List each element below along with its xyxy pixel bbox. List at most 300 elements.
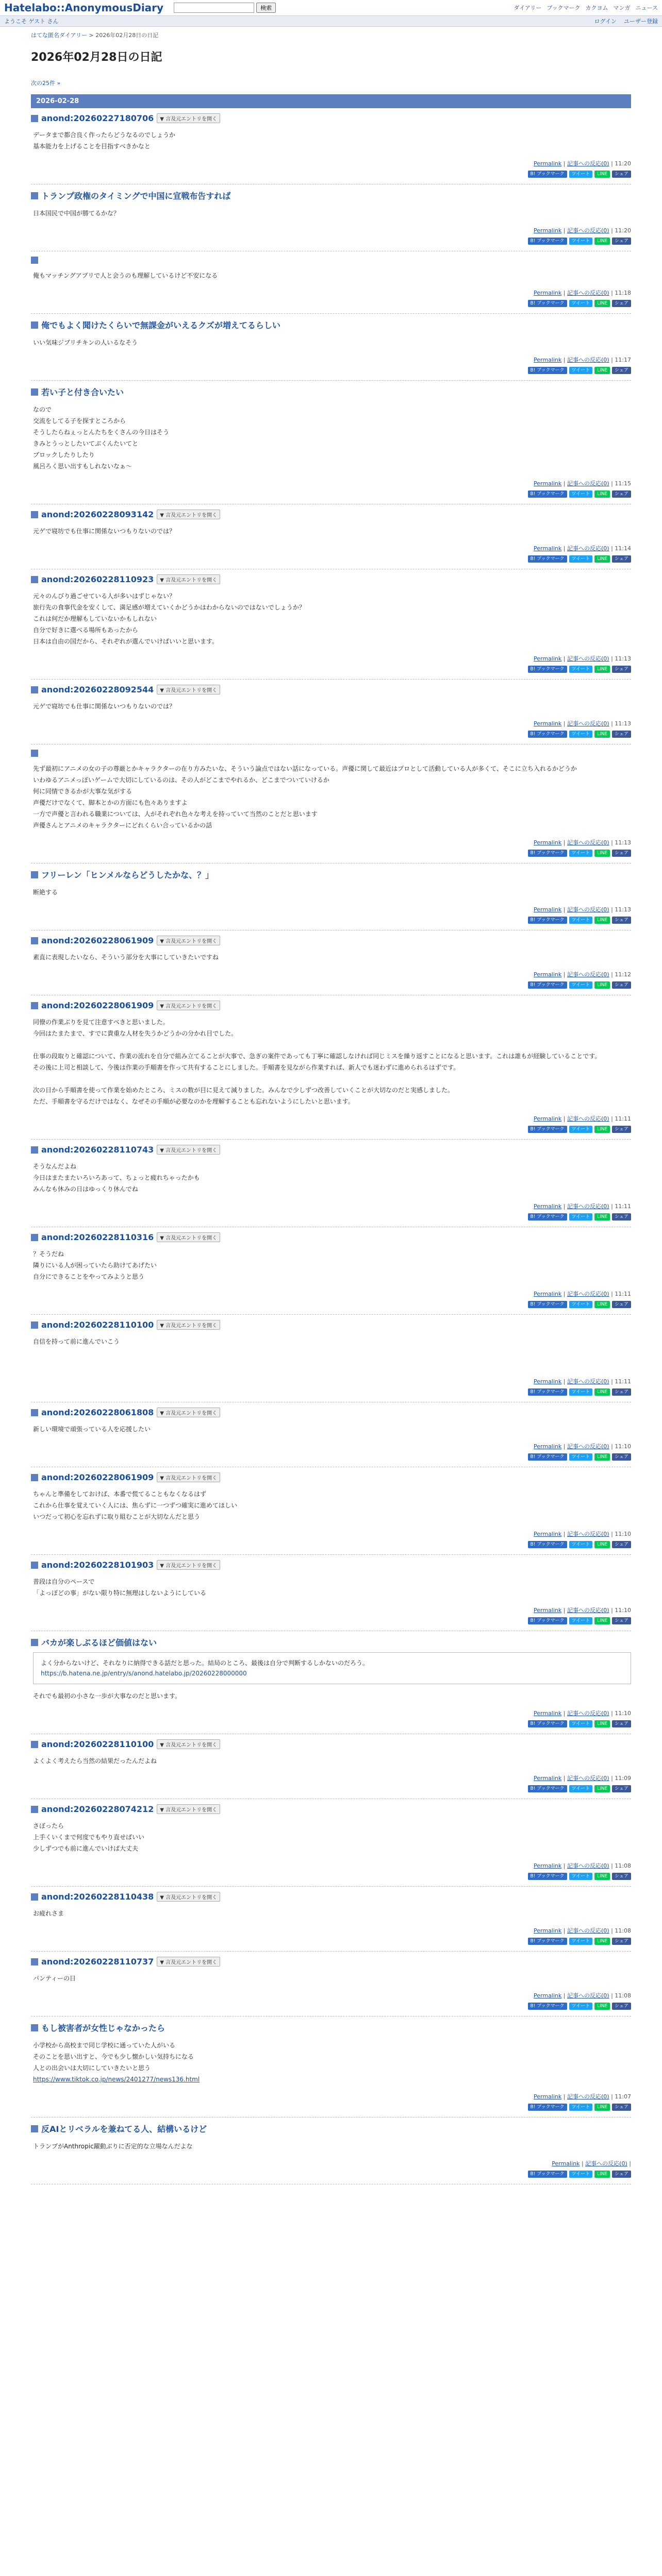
entry-line: 「よっぽどの事」がない限り特に無理はしないようにしている bbox=[33, 1589, 207, 1597]
open-source-entry-button[interactable]: ▼ 言及元エントリを開く bbox=[157, 1739, 220, 1749]
line-button[interactable]: LINE bbox=[594, 1126, 610, 1133]
entry-title-link[interactable]: anond:20260228110743 bbox=[41, 1145, 154, 1155]
top-link-diary[interactable]: ダイアリー bbox=[514, 5, 542, 11]
entry-title-link[interactable]: anond:20260227180706 bbox=[41, 113, 154, 123]
reaction-link[interactable]: 記事への反応(0) bbox=[567, 720, 609, 727]
entry-title-link[interactable]: anond:20260228110100 bbox=[41, 1320, 154, 1330]
tweet-button[interactable]: ツイート bbox=[569, 1388, 593, 1396]
hatena-bookmark-button[interactable]: B! ブックマーク bbox=[528, 238, 567, 245]
entry-line: 日本国民で中国が勝てるかな？ bbox=[33, 210, 120, 217]
facebook-share-button[interactable]: シェア bbox=[612, 1873, 631, 1880]
reaction-link[interactable]: 記事への反応(0) bbox=[567, 227, 609, 234]
entry bbox=[31, 744, 631, 863]
next-page-link[interactable]: 次の25件 » bbox=[31, 80, 61, 87]
facebook-share-button[interactable]: シェア bbox=[612, 490, 631, 498]
reaction-link[interactable]: 記事への反応(0) bbox=[567, 2093, 609, 2100]
share-buttons bbox=[31, 555, 631, 563]
facebook-share-button[interactable]: シェア bbox=[612, 2171, 631, 2178]
facebook-share-button[interactable]: シェア bbox=[612, 238, 631, 245]
permalink-link[interactable]: Permalink bbox=[534, 1291, 562, 1297]
share-buttons bbox=[31, 1301, 631, 1308]
permalink-link[interactable]: Permalink bbox=[534, 160, 562, 167]
permalink-link[interactable]: Permalink bbox=[534, 1710, 562, 1717]
line-button[interactable]: LINE bbox=[594, 666, 610, 673]
share-buttons bbox=[31, 1938, 631, 1945]
hatena-bookmark-button[interactable]: B! ブックマーク bbox=[528, 1541, 567, 1548]
entry-line: 仕事の段取りと確認について、作業の流れを自分で組み立てることが大事で、急ぎの案件であっても丁寧に確認しなければ同じミスを繰り返すことになると思います。これは誰もが経験していることです。 bbox=[33, 1053, 601, 1060]
open-source-entry-button[interactable]: ▼ 言及元エントリを開く bbox=[157, 574, 220, 584]
tweet-button[interactable]: ツイート bbox=[569, 1785, 593, 1792]
entry-body bbox=[33, 1161, 631, 1195]
open-source-entry-button[interactable]: ▼ 言及元エントリを開く bbox=[157, 1472, 220, 1482]
entry-marker-icon bbox=[31, 1321, 38, 1329]
line-button[interactable]: LINE bbox=[594, 1785, 610, 1792]
permalink-link[interactable]: Permalink bbox=[534, 906, 562, 913]
entry-marker-icon bbox=[31, 192, 38, 199]
reaction-link[interactable]: 記事への反応(0) bbox=[567, 1927, 609, 1934]
entry-meta: Permalink | 記事への反応(0) | 11:09 bbox=[534, 1775, 631, 1782]
breadcrumb-current: 2026年02月28日の日記 bbox=[95, 32, 159, 39]
hatena-bookmark-button[interactable]: B! ブックマーク bbox=[528, 1873, 567, 1880]
line-button[interactable]: LINE bbox=[594, 917, 610, 924]
tweet-button[interactable]: ツイート bbox=[569, 555, 593, 563]
hatena-bookmark-button[interactable]: B! ブックマーク bbox=[528, 171, 567, 178]
line-button[interactable]: LINE bbox=[594, 731, 610, 738]
permalink-link[interactable]: Permalink bbox=[534, 1862, 562, 1869]
open-source-entry-button[interactable]: ▼ 言及元エントリを開く bbox=[157, 510, 220, 519]
tweet-button[interactable]: ツイート bbox=[569, 2104, 593, 2111]
entry-line: きみとうっとしたいてぶくんたいてと bbox=[33, 440, 139, 447]
entry-title-link[interactable]: フリーレン「ヒンメルならどうしたかな、？」 bbox=[41, 870, 214, 880]
permalink-link[interactable]: Permalink bbox=[534, 357, 562, 363]
open-source-entry-button[interactable]: ▼ 言及元エントリを開く bbox=[157, 113, 220, 123]
line-button[interactable]: LINE bbox=[594, 367, 610, 374]
permalink-link[interactable]: Permalink bbox=[534, 290, 562, 296]
reaction-link[interactable]: 記事への反応(0) bbox=[567, 160, 609, 167]
entry-line: そうなんだよね bbox=[33, 1163, 77, 1170]
permalink-link[interactable]: Permalink bbox=[534, 971, 562, 978]
entry-body bbox=[33, 2141, 631, 2152]
tweet-button[interactable]: ツイート bbox=[569, 850, 593, 857]
permalink-link[interactable]: Permalink bbox=[534, 720, 562, 727]
facebook-share-button[interactable]: シェア bbox=[612, 1388, 631, 1396]
line-button[interactable]: LINE bbox=[594, 1388, 610, 1396]
entry-title-link[interactable]: 反AIとリベラルを兼ねてる人、結構いるけど bbox=[41, 2124, 207, 2134]
entry-title-link[interactable]: 若い子と付き合いたい bbox=[41, 387, 124, 397]
line-button[interactable]: LINE bbox=[594, 171, 610, 178]
permalink-link[interactable]: Permalink bbox=[534, 545, 562, 552]
permalink-link[interactable]: Permalink bbox=[534, 1443, 562, 1450]
entry-line: 一方で声優と言われる職業については、人がそれぞれ色々な考えを持っていて当然のことだと思います bbox=[33, 810, 318, 818]
entry-meta: Permalink | 記事への反応(0) | 11:11 bbox=[534, 1291, 631, 1297]
reaction-link[interactable]: 記事への反応(0) bbox=[567, 1291, 609, 1297]
hatena-bookmark-button[interactable]: B! ブックマーク bbox=[528, 731, 567, 738]
facebook-share-button[interactable]: シェア bbox=[612, 1301, 631, 1308]
tweet-button[interactable]: ツイート bbox=[569, 917, 593, 924]
entry-meta: Permalink | 記事への反応(0) | 11:11 bbox=[534, 1115, 631, 1122]
open-source-entry-button[interactable]: ▼ 言及元エントリを開く bbox=[157, 1408, 220, 1417]
line-button[interactable]: LINE bbox=[594, 1213, 610, 1221]
entry-title-row bbox=[31, 685, 631, 694]
entry-title-row bbox=[31, 1560, 631, 1570]
entry-marker-icon bbox=[31, 750, 38, 757]
entry-body bbox=[33, 763, 631, 831]
facebook-share-button[interactable]: シェア bbox=[612, 917, 631, 924]
hatena-bookmark-button[interactable]: B! ブックマーク bbox=[528, 1126, 567, 1133]
entry-title-row bbox=[31, 1892, 631, 1902]
reaction-link[interactable]: 記事への反応(0) bbox=[567, 906, 609, 913]
entry-title-link[interactable]: もし被害者が女性じゃなかったら bbox=[41, 2023, 166, 2033]
search-input[interactable] bbox=[174, 3, 254, 13]
facebook-share-button[interactable]: シェア bbox=[612, 981, 631, 989]
entry-time: 11:11 bbox=[615, 1378, 631, 1385]
entry-line: 断絶する bbox=[33, 889, 58, 896]
entry-body bbox=[33, 1755, 631, 1767]
line-button[interactable]: LINE bbox=[594, 850, 610, 857]
site-logo[interactable]: Hatelabo::AnonymousDiary bbox=[4, 2, 164, 14]
entry bbox=[31, 1631, 631, 1734]
entry-body bbox=[33, 129, 631, 152]
facebook-share-button[interactable]: シェア bbox=[612, 666, 631, 673]
entry bbox=[31, 1402, 631, 1467]
tweet-button[interactable]: ツイート bbox=[569, 1938, 593, 1945]
reaction-link[interactable]: 記事への反応(0) bbox=[567, 839, 609, 846]
entry-line: 何に同情できるかが大事な気がする bbox=[33, 788, 133, 795]
entry-title-link[interactable]: anond:20260228101903 bbox=[41, 1560, 154, 1570]
hatena-bookmark-button[interactable]: B! ブックマーク bbox=[528, 1785, 567, 1792]
entry-meta: Permalink | 記事への反応(0) | 11:10 bbox=[534, 1531, 631, 1537]
entry-time: 11:07 bbox=[615, 2093, 631, 2100]
entry-title-link[interactable]: anond:20260228061909 bbox=[41, 1001, 154, 1010]
tweet-button[interactable]: ツイート bbox=[569, 490, 593, 498]
line-button[interactable]: LINE bbox=[594, 1720, 610, 1727]
entry-title-link[interactable]: anond:20260228061808 bbox=[41, 1408, 154, 1417]
hatena-bookmark-button[interactable]: B! ブックマーク bbox=[528, 555, 567, 563]
entry-meta: Permalink | 記事への反応(0) | 11:17 bbox=[534, 357, 631, 363]
entry-line: そうしたらねぇっとんたちをくさんの今日はそう bbox=[33, 429, 170, 436]
entry-title-link[interactable]: anond:20260228110438 bbox=[41, 1892, 154, 1902]
entry-body bbox=[33, 1336, 631, 1370]
entry-body bbox=[33, 337, 631, 348]
entry-time: 11:10 bbox=[615, 1607, 631, 1614]
share-buttons bbox=[31, 850, 631, 857]
share-buttons bbox=[31, 1617, 631, 1624]
entry-title-link[interactable]: 俺でもよく聞けたくらいで無課金がいえるクズが増えてるらしい bbox=[41, 320, 280, 330]
facebook-share-button[interactable]: シェア bbox=[612, 1785, 631, 1792]
top-bar bbox=[0, 0, 662, 16]
hatena-bookmark-button[interactable]: B! ブックマーク bbox=[528, 1213, 567, 1221]
search-button[interactable]: 検索 bbox=[256, 3, 276, 13]
share-buttons bbox=[31, 367, 631, 374]
tweet-button[interactable]: ツイート bbox=[569, 1541, 593, 1548]
permalink-link[interactable]: Permalink bbox=[534, 1115, 562, 1122]
entry-time: 11:20 bbox=[615, 160, 631, 167]
entry-title-link[interactable]: anond:20260228061909 bbox=[41, 936, 154, 945]
entry-marker-icon bbox=[31, 511, 38, 518]
entry-title-link[interactable]: anond:20260228093142 bbox=[41, 510, 154, 519]
reaction-link[interactable]: 記事への反応(0) bbox=[567, 1378, 609, 1385]
entry-meta: Permalink | 記事への反応(0) | 11:07 bbox=[534, 2093, 631, 2100]
facebook-share-button[interactable]: シェア bbox=[612, 300, 631, 307]
entry bbox=[31, 2117, 631, 2184]
entry-title-row bbox=[31, 2022, 631, 2033]
entry-body bbox=[33, 270, 631, 281]
reaction-link[interactable]: 記事への反応(0) bbox=[567, 655, 609, 662]
tweet-button[interactable]: ツイート bbox=[569, 1213, 593, 1221]
open-source-entry-button[interactable]: ▼ 言及元エントリを開く bbox=[157, 685, 220, 694]
entry-title-row bbox=[31, 510, 631, 519]
permalink-link[interactable]: Permalink bbox=[534, 655, 562, 662]
hatena-bookmark-button[interactable]: B! ブックマーク bbox=[528, 1720, 567, 1727]
entry-time: 11:14 bbox=[615, 545, 631, 552]
login-link[interactable]: ログイン bbox=[594, 18, 617, 25]
entry-line: 元ゲで寝坊でも仕事に関係ないつもりないのでは？ bbox=[33, 703, 176, 710]
entry-line: 今回はたまたまで、すでに貴重な人材を失うかどうかの分かれ目でした。 bbox=[33, 1030, 238, 1037]
hatena-bookmark-button[interactable]: B! ブックマーク bbox=[528, 981, 567, 989]
entry-line: 隣りにいる人が困っていたら助けてあげたい bbox=[33, 1262, 157, 1269]
reaction-link[interactable]: 記事への反応(0) bbox=[567, 1607, 609, 1614]
share-buttons bbox=[31, 2104, 631, 2111]
entry-title-link[interactable]: anond:20260228110316 bbox=[41, 1232, 154, 1242]
entry-body bbox=[33, 404, 631, 472]
top-link-manga[interactable]: マンガ bbox=[613, 5, 631, 11]
entry bbox=[31, 1887, 631, 1952]
permalink-link[interactable]: Permalink bbox=[534, 480, 562, 487]
reaction-link[interactable]: 記事への反応(0) bbox=[567, 1443, 609, 1450]
facebook-share-button[interactable]: シェア bbox=[612, 850, 631, 857]
permalink-link[interactable]: Permalink bbox=[534, 1927, 562, 1934]
hatena-bookmark-button[interactable]: B! ブックマーク bbox=[528, 2104, 567, 2111]
permalink-link[interactable]: Permalink bbox=[534, 227, 562, 234]
hatena-bookmark-button[interactable]: B! ブックマーク bbox=[528, 1617, 567, 1624]
entry-body bbox=[33, 526, 631, 537]
reaction-link[interactable]: 記事への反応(0) bbox=[567, 971, 609, 978]
open-source-entry-button[interactable]: ▼ 言及元エントリを開く bbox=[157, 1232, 220, 1242]
entry-line bbox=[33, 1359, 631, 1370]
open-source-entry-button[interactable]: ▼ 言及元エントリを開く bbox=[157, 1001, 220, 1010]
entry bbox=[31, 1467, 631, 1555]
share-buttons bbox=[31, 731, 631, 738]
permalink-link[interactable]: Permalink bbox=[534, 1531, 562, 1537]
tweet-button[interactable]: ツイート bbox=[569, 666, 593, 673]
open-source-entry-button[interactable]: ▼ 言及元エントリを開く bbox=[157, 1804, 220, 1814]
top-link-kakuyomu[interactable]: カクヨム bbox=[585, 5, 608, 11]
facebook-share-button[interactable]: シェア bbox=[612, 171, 631, 178]
entry-line: これは何だか理解もしていないかもしれない bbox=[33, 615, 157, 622]
entry-meta: Permalink | 記事への反応(0) | 11:12 bbox=[534, 971, 631, 978]
line-button[interactable]: LINE bbox=[594, 1873, 610, 1880]
entry-title-link[interactable]: バカが楽しぶるほど価値はない bbox=[41, 1638, 157, 1648]
tweet-button[interactable]: ツイート bbox=[569, 1617, 593, 1624]
permalink-link[interactable]: Permalink bbox=[534, 1378, 562, 1385]
hatena-bookmark-button[interactable]: B! ブックマーク bbox=[528, 1453, 567, 1461]
entry bbox=[31, 184, 631, 251]
share-buttons bbox=[31, 1873, 631, 1880]
top-link-bookmark[interactable]: ブックマーク bbox=[547, 5, 581, 11]
permalink-link[interactable]: Permalink bbox=[534, 1775, 562, 1782]
entry-marker-icon bbox=[31, 321, 38, 329]
entry bbox=[31, 1952, 631, 2016]
reaction-link[interactable]: 記事への反応(0) bbox=[567, 1992, 609, 1999]
entry-line: さぼったら bbox=[33, 1822, 64, 1829]
facebook-share-button[interactable]: シェア bbox=[612, 1453, 631, 1461]
entry-marker-icon bbox=[31, 1639, 38, 1646]
permalink-link[interactable]: Permalink bbox=[534, 1992, 562, 1999]
share-buttons bbox=[31, 300, 631, 307]
reaction-link[interactable]: 記事への反応(0) bbox=[567, 1531, 609, 1537]
facebook-share-button[interactable]: シェア bbox=[612, 367, 631, 374]
tweet-button[interactable]: ツイート bbox=[569, 1126, 593, 1133]
open-source-entry-button[interactable]: ▼ 言及元エントリを開く bbox=[157, 1320, 220, 1330]
tweet-button[interactable]: ツイート bbox=[569, 1873, 593, 1880]
tweet-button[interactable]: ツイート bbox=[569, 2003, 593, 2010]
tweet-button[interactable]: ツイート bbox=[569, 981, 593, 989]
facebook-share-button[interactable]: シェア bbox=[612, 1541, 631, 1548]
entry-body bbox=[33, 1248, 631, 1282]
facebook-share-button[interactable]: シェア bbox=[612, 731, 631, 738]
entry-title-link[interactable]: anond:20260228110923 bbox=[41, 574, 154, 584]
entry-body bbox=[33, 2040, 631, 2085]
line-button[interactable]: LINE bbox=[594, 2003, 610, 2010]
reaction-link[interactable]: 記事への反応(0) bbox=[567, 1775, 609, 1782]
entry-line: トランプがAnthropic躍動ぶりに否定的な立場なんだよな bbox=[33, 2143, 193, 2150]
entry-title-link[interactable]: anond:20260228110737 bbox=[41, 1957, 154, 1967]
facebook-share-button[interactable]: シェア bbox=[612, 1126, 631, 1133]
line-button[interactable]: LINE bbox=[594, 1453, 610, 1461]
hatena-bookmark-button[interactable]: B! ブックマーク bbox=[528, 300, 567, 307]
tweet-button[interactable]: ツイート bbox=[569, 1720, 593, 1727]
tweet-button[interactable]: ツイート bbox=[569, 1301, 593, 1308]
line-button[interactable]: LINE bbox=[594, 300, 610, 307]
line-button[interactable]: LINE bbox=[594, 1938, 610, 1945]
tweet-button[interactable]: ツイート bbox=[569, 171, 593, 178]
entry-marker-icon bbox=[31, 2024, 38, 2031]
entry-meta: Permalink | 記事への反応(0) | 11:13 bbox=[534, 655, 631, 662]
entry-meta: Permalink | 記事への反応(0) | 11:08 bbox=[534, 1862, 631, 1869]
entry-meta: Permalink | 記事への反応(0) | 11:18 bbox=[534, 290, 631, 296]
entry-title-link[interactable]: anond:20260228061909 bbox=[41, 1472, 154, 1482]
open-source-entry-button[interactable]: ▼ 言及元エントリを開く bbox=[157, 1145, 220, 1155]
facebook-share-button[interactable]: シェア bbox=[612, 1938, 631, 1945]
entry-title-link[interactable]: anond:20260228092544 bbox=[41, 685, 154, 694]
entry bbox=[31, 251, 631, 314]
entry-marker-icon bbox=[31, 1409, 38, 1416]
entry-time: 11:13 bbox=[615, 839, 631, 846]
share-buttons bbox=[31, 981, 631, 989]
hatena-bookmark-button[interactable]: B! ブックマーク bbox=[528, 917, 567, 924]
reaction-link[interactable]: 記事への反応(0) bbox=[585, 2160, 627, 2167]
entry-marker-icon bbox=[31, 1234, 38, 1241]
line-button[interactable]: LINE bbox=[594, 1617, 610, 1624]
permalink-link[interactable]: Permalink bbox=[534, 2093, 562, 2100]
entry-meta: Permalink | 記事への反応(0) | 11:20 bbox=[534, 160, 631, 167]
hatena-bookmark-button[interactable]: B! ブックマーク bbox=[528, 850, 567, 857]
facebook-share-button[interactable]: シェア bbox=[612, 555, 631, 563]
share-buttons bbox=[31, 2171, 631, 2178]
hatena-bookmark-button[interactable]: B! ブックマーク bbox=[528, 367, 567, 374]
line-button[interactable]: LINE bbox=[594, 981, 610, 989]
reaction-link[interactable]: 記事への反応(0) bbox=[567, 1862, 609, 1869]
permalink-link[interactable]: Permalink bbox=[534, 839, 562, 846]
tweet-button[interactable]: ツイート bbox=[569, 238, 593, 245]
reaction-link[interactable]: 記事への反応(0) bbox=[567, 545, 609, 552]
hatena-bookmark-button[interactable]: B! ブックマーク bbox=[528, 666, 567, 673]
tweet-button[interactable]: ツイート bbox=[569, 731, 593, 738]
entry-marker-icon bbox=[31, 257, 38, 264]
tweet-button[interactable]: ツイート bbox=[569, 367, 593, 374]
permalink-link[interactable]: Permalink bbox=[534, 1203, 562, 1210]
reaction-link[interactable]: 記事への反応(0) bbox=[567, 480, 609, 487]
reaction-link[interactable]: 記事への反応(0) bbox=[567, 357, 609, 363]
entry-title-link[interactable]: anond:20260228110100 bbox=[41, 1739, 154, 1749]
facebook-share-button[interactable]: シェア bbox=[612, 1720, 631, 1727]
hatena-bookmark-button[interactable]: B! ブックマーク bbox=[528, 490, 567, 498]
entry-time: 11:13 bbox=[615, 720, 631, 727]
entry bbox=[31, 381, 631, 504]
top-links bbox=[514, 4, 658, 12]
facebook-share-button[interactable]: シェア bbox=[612, 1617, 631, 1624]
hatena-bookmark-button[interactable]: B! ブックマーク bbox=[528, 2003, 567, 2010]
hatena-bookmark-button[interactable]: B! ブックマーク bbox=[528, 2171, 567, 2178]
permalink-link[interactable]: Permalink bbox=[552, 2160, 580, 2167]
entry-line: なので bbox=[33, 406, 52, 413]
tweet-button[interactable]: ツイート bbox=[569, 2171, 593, 2178]
facebook-share-button[interactable]: シェア bbox=[612, 1213, 631, 1221]
line-button[interactable]: LINE bbox=[594, 490, 610, 498]
entry-meta: Permalink | 記事への反応(0) | 11:11 bbox=[534, 1203, 631, 1210]
entry bbox=[31, 863, 631, 930]
entry-line: 今日はまたまたいろいろあって、ちょっと疲れちゃったかも bbox=[33, 1174, 200, 1181]
tweet-button[interactable]: ツイート bbox=[569, 300, 593, 307]
facebook-share-button[interactable]: シェア bbox=[612, 2003, 631, 2010]
entry-url-link[interactable]: https://www.tiktok.co.jp/news/2401277/news136.html bbox=[33, 2076, 200, 2083]
open-source-entry-button[interactable]: ▼ 言及元エントリを開く bbox=[157, 936, 220, 945]
hatena-bookmark-button[interactable]: B! ブックマーク bbox=[528, 1301, 567, 1308]
reaction-link[interactable]: 記事への反応(0) bbox=[567, 1115, 609, 1122]
entry-marker-icon bbox=[31, 1474, 38, 1481]
entry-line: 基本能力を上げることを目指すべきかなと bbox=[33, 143, 151, 150]
reaction-link[interactable]: 記事への反応(0) bbox=[567, 290, 609, 296]
open-source-entry-button[interactable]: ▼ 言及元エントリを開く bbox=[157, 1892, 220, 1902]
line-button[interactable]: LINE bbox=[594, 1301, 610, 1308]
open-source-entry-button[interactable]: ▼ 言及元エントリを開く bbox=[157, 1957, 220, 1967]
entry-title-link[interactable]: トランプ政権のタイミングで中国に宣戦布告すれば bbox=[41, 191, 231, 201]
top-link-news[interactable]: ニュース bbox=[635, 5, 658, 11]
open-source-entry-button[interactable]: ▼ 言及元エントリを開く bbox=[157, 1560, 220, 1570]
tweet-button[interactable]: ツイート bbox=[569, 1453, 593, 1461]
breadcrumb: はてな匿名ダイアリー > 2026年02月28日の日記 bbox=[31, 32, 159, 39]
hatena-bookmark-button[interactable]: B! ブックマーク bbox=[528, 1938, 567, 1945]
quote-link[interactable]: https://b.hatena.ne.jp/entry/s/anond.hatelabo.jp/20260228000000 bbox=[41, 1670, 247, 1677]
entry-body bbox=[33, 1488, 631, 1522]
reaction-link[interactable]: 記事への反応(0) bbox=[567, 1710, 609, 1717]
facebook-share-button[interactable]: シェア bbox=[612, 2104, 631, 2111]
line-button[interactable]: LINE bbox=[594, 1541, 610, 1548]
entry bbox=[31, 2016, 631, 2117]
permalink-link[interactable]: Permalink bbox=[534, 1607, 562, 1614]
entry bbox=[31, 930, 631, 995]
hatena-bookmark-button[interactable]: B! ブックマーク bbox=[528, 1388, 567, 1396]
line-button[interactable]: LINE bbox=[594, 238, 610, 245]
entry-title-link[interactable]: anond:20260228074212 bbox=[41, 1804, 154, 1814]
reaction-link[interactable]: 記事への反応(0) bbox=[567, 1203, 609, 1210]
breadcrumb-root[interactable]: はてな匿名ダイアリー bbox=[31, 32, 88, 39]
line-button[interactable]: LINE bbox=[594, 555, 610, 563]
line-button[interactable]: LINE bbox=[594, 2171, 610, 2178]
register-link[interactable]: ユーザー登録 bbox=[624, 18, 658, 25]
entry-meta: Permalink | 記事への反応(0) | 11:13 bbox=[534, 720, 631, 727]
line-button[interactable]: LINE bbox=[594, 2104, 610, 2111]
